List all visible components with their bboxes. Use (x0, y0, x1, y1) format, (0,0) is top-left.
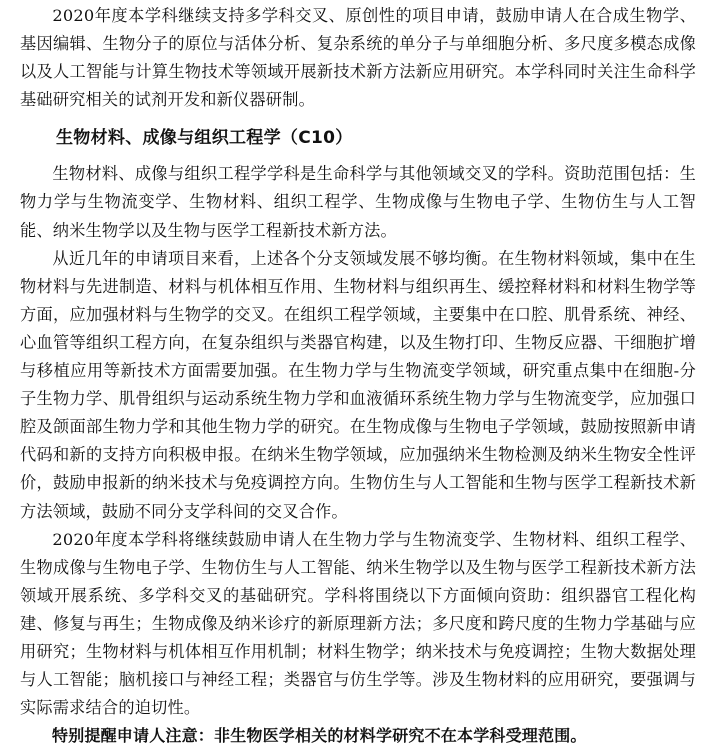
analysis-paragraph: 从近几年的申请项目来看，上述各个分支领域发展不够均衡。在生物材料领域，集中在生物材料与先进制造、材料与机体相互作用、生物材料与组织再生、缓控释材料和材料生物学等方面，应加强材料与生物学的交叉。在组织工程学领域，主要集中在口腔、肌骨系统、神经、心血管等组织工程方向，在复杂组织与类器官构建，以及生物打印、生物反应器、干细胞扩增与移植应用等新技术方面需要加强。在生物力学与生物流变学领域，研究重点集中在细胞-分子生物力学、肌骨组织与运动系统生物力学和血液循环系统生物力学与生物流变学，应加强口腔及颌面部生物力学和其他生物力学的研究。在生物成像与生物电子学领域，鼓励按照新申请代码和新的支持方向积极申报。在纳米生物学领域，应加强纳米生物检测及纳米生物安全性评价，鼓励申报新的纳米技术与免疫调控方向。生物仿生与人工智能和生物与医学工程新技术新方法领域，鼓励不同分支学科间的交叉合作。 (20, 248, 696, 521)
special-notice: 特别提醒申请人注意：非生物医学相关的材料学研究不在本学科受理范围。 (52, 726, 587, 746)
intro-paragraph: 2020年度本学科继续支持多学科交叉、原创性的项目申请，鼓励申请人在合成生物学、基因编辑、生物分子的原位与活体分析、复杂系统的单分子与单细胞分析、多尺度多模态成像以及人工智能与计算生物技术等领域开展新技术新方法新应用研究。本学科同时关注生命科学基础研究相关的试剂开发和新仪器研制。 (20, 6, 696, 110)
scope-paragraph: 生物材料、成像与组织工程学学科是生命科学与其他领域交叉的学科。资助范围包括：生物力学与生物流变学、生物材料、组织工程学、生物成像与生物电子学、生物仿生与人工智能、纳米生物学以及生物与医学工程新技术新方法。 (20, 164, 696, 240)
plan-paragraph: 2020年度本学科将继续鼓励申请人在生物力学与生物流变学、生物材料、组织工程学、生物成像与生物电子学、生物仿生与人工智能、纳米生物学以及生物与医学工程新技术新方法领域开展系统、多学科交叉的基础研究。学科将围绕以下方面倾向资助：组织器官工程化构建、修复与再生；生物成像及纳米诊疗的新原理新方法；多尺度和跨尺度的生物力学基础与应用研究；生物材料与机体相互作用机制；材料生物学；纳米技术与免疫调控；生物大数据处理与人工智能；脑机接口与神经工程；类器官与仿生学等。涉及生物材料的应用研究，要强调与实际需求结合的迫切性。 (20, 529, 696, 718)
document-page (20, 2, 696, 750)
section-heading: 生物材料、成像与组织工程学（C10） (56, 128, 353, 149)
